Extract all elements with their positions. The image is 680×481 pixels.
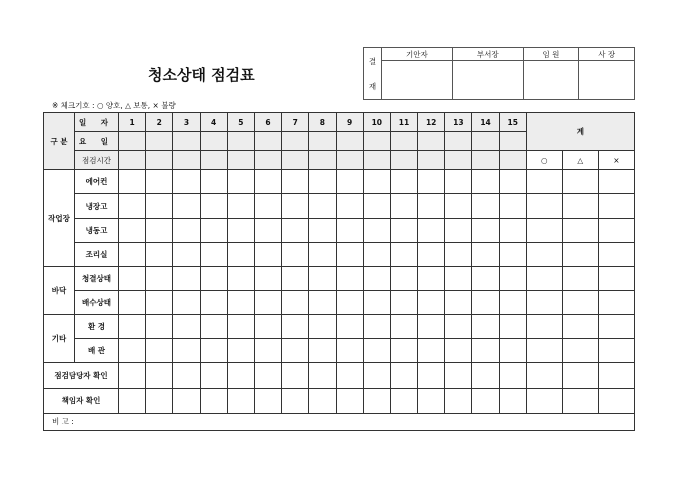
confirm-cell[interactable]: [390, 388, 417, 413]
check-cell[interactable]: [418, 315, 445, 339]
check-cell[interactable]: [418, 194, 445, 218]
check-cell[interactable]: [282, 218, 309, 242]
day-number-8: 8: [309, 113, 336, 132]
check-cell[interactable]: [173, 339, 200, 363]
confirm-total-cell[interactable]: [598, 363, 634, 388]
check-cell[interactable]: [445, 242, 472, 266]
check-cell[interactable]: [336, 170, 363, 194]
check-cell[interactable]: [418, 266, 445, 290]
check-cell[interactable]: [390, 218, 417, 242]
check-cell[interactable]: [309, 194, 336, 218]
weekday-cell[interactable]: [227, 132, 254, 151]
check-cell[interactable]: [499, 170, 526, 194]
check-cell[interactable]: [173, 315, 200, 339]
confirm-cell[interactable]: [200, 388, 227, 413]
total-cell[interactable]: [562, 170, 598, 194]
check-legend: ※ 체크기호 : ○ 양호, △ 보통, × 불량: [52, 101, 176, 110]
check-cell[interactable]: [418, 291, 445, 315]
weekday-cell[interactable]: [336, 132, 363, 151]
confirm-cell[interactable]: [390, 363, 417, 388]
check-cell[interactable]: [282, 315, 309, 339]
section-1-label: 바닥: [44, 266, 75, 314]
total-cell[interactable]: [598, 266, 634, 290]
total-cell[interactable]: [562, 266, 598, 290]
day-number-10: 10: [363, 113, 390, 132]
check-cell[interactable]: [173, 194, 200, 218]
check-time-cell[interactable]: [499, 151, 526, 170]
total-header: 계: [526, 113, 634, 151]
weekday-cell[interactable]: [472, 132, 499, 151]
approval-box: [363, 47, 635, 100]
weekday-cell[interactable]: [363, 132, 390, 151]
confirm-cell[interactable]: [418, 388, 445, 413]
check-cell[interactable]: [390, 194, 417, 218]
check-cell[interactable]: [499, 339, 526, 363]
total-cell[interactable]: [526, 170, 562, 194]
check-cell[interactable]: [119, 194, 146, 218]
confirm-cell[interactable]: [119, 388, 146, 413]
check-cell[interactable]: [445, 266, 472, 290]
check-cell[interactable]: [200, 315, 227, 339]
confirm-cell[interactable]: [336, 388, 363, 413]
check-cell[interactable]: [254, 170, 281, 194]
check-cell[interactable]: [363, 194, 390, 218]
total-cell[interactable]: [562, 242, 598, 266]
confirm-cell[interactable]: [254, 363, 281, 388]
confirm-cell[interactable]: [173, 363, 200, 388]
check-cell[interactable]: [390, 339, 417, 363]
check-cell[interactable]: [336, 194, 363, 218]
confirm-cell[interactable]: [336, 363, 363, 388]
check-cell[interactable]: [146, 266, 173, 290]
total-cell[interactable]: [598, 194, 634, 218]
check-cell[interactable]: [146, 170, 173, 194]
confirm-cell[interactable]: [282, 388, 309, 413]
check-cell[interactable]: [363, 266, 390, 290]
check-cell[interactable]: [472, 315, 499, 339]
check-cell[interactable]: [390, 315, 417, 339]
check-time-cell[interactable]: [254, 151, 281, 170]
check-cell[interactable]: [363, 218, 390, 242]
confirm-total-cell[interactable]: [562, 363, 598, 388]
item-label: 청결상태: [75, 266, 119, 290]
total-cell[interactable]: [598, 315, 634, 339]
day-number-3: 3: [173, 113, 200, 132]
confirm-cell[interactable]: [499, 363, 526, 388]
day-number-14: 14: [472, 113, 499, 132]
check-cell[interactable]: [472, 291, 499, 315]
confirm-cell[interactable]: [472, 363, 499, 388]
confirm-cell[interactable]: [227, 388, 254, 413]
check-cell[interactable]: [254, 315, 281, 339]
weekday-cell[interactable]: [200, 132, 227, 151]
confirm-total-cell[interactable]: [562, 388, 598, 413]
total-cell[interactable]: [562, 218, 598, 242]
day-number-4: 4: [200, 113, 227, 132]
confirm-cell[interactable]: [146, 388, 173, 413]
check-time-cell[interactable]: [146, 151, 173, 170]
total-mark-poor: ×: [598, 151, 634, 170]
check-cell[interactable]: [499, 242, 526, 266]
check-time-cell[interactable]: [200, 151, 227, 170]
check-cell[interactable]: [472, 194, 499, 218]
check-cell[interactable]: [200, 218, 227, 242]
check-cell[interactable]: [390, 170, 417, 194]
check-cell[interactable]: [445, 291, 472, 315]
check-cell[interactable]: [363, 339, 390, 363]
check-cell[interactable]: [418, 218, 445, 242]
check-cell[interactable]: [472, 170, 499, 194]
weekday-cell[interactable]: [309, 132, 336, 151]
check-cell[interactable]: [227, 218, 254, 242]
check-cell[interactable]: [445, 339, 472, 363]
check-cell[interactable]: [282, 339, 309, 363]
check-cell[interactable]: [499, 266, 526, 290]
weekday-cell[interactable]: [119, 132, 146, 151]
total-cell[interactable]: [562, 291, 598, 315]
total-cell[interactable]: [562, 315, 598, 339]
weekday-cell[interactable]: [445, 132, 472, 151]
check-time-cell[interactable]: [472, 151, 499, 170]
section-2-label: 기타: [44, 315, 75, 363]
check-cell[interactable]: [200, 266, 227, 290]
check-cell[interactable]: [227, 291, 254, 315]
total-cell[interactable]: [598, 242, 634, 266]
check-cell[interactable]: [336, 266, 363, 290]
date-header: 일 자: [75, 113, 119, 132]
check-cell[interactable]: [309, 170, 336, 194]
check-cell[interactable]: [472, 266, 499, 290]
check-cell[interactable]: [119, 339, 146, 363]
confirm-cell[interactable]: [254, 388, 281, 413]
total-cell[interactable]: [526, 194, 562, 218]
day-number-9: 9: [336, 113, 363, 132]
check-cell[interactable]: [146, 242, 173, 266]
check-cell[interactable]: [445, 194, 472, 218]
check-cell[interactable]: [282, 242, 309, 266]
approval-label-top: 결: [368, 56, 377, 66]
check-time-cell[interactable]: [227, 151, 254, 170]
check-cell[interactable]: [499, 218, 526, 242]
confirm-cell[interactable]: [418, 363, 445, 388]
check-cell[interactable]: [336, 291, 363, 315]
day-number-7: 7: [282, 113, 309, 132]
approval-label-cell: [364, 48, 382, 100]
approval-sign-drafter[interactable]: [382, 61, 453, 100]
check-cell[interactable]: [254, 242, 281, 266]
item-label: 조리실: [75, 242, 119, 266]
check-cell[interactable]: [146, 218, 173, 242]
check-cell[interactable]: [200, 170, 227, 194]
check-cell[interactable]: [309, 315, 336, 339]
total-cell[interactable]: [526, 339, 562, 363]
check-cell[interactable]: [390, 291, 417, 315]
check-cell[interactable]: [146, 315, 173, 339]
day-number-15: 15: [499, 113, 526, 132]
confirm-total-cell[interactable]: [526, 388, 562, 413]
check-cell[interactable]: [173, 242, 200, 266]
check-cell[interactable]: [390, 266, 417, 290]
day-number-13: 13: [445, 113, 472, 132]
weekday-cell[interactable]: [173, 132, 200, 151]
confirm-cell[interactable]: [227, 363, 254, 388]
check-cell[interactable]: [472, 218, 499, 242]
check-cell[interactable]: [119, 242, 146, 266]
check-cell[interactable]: [200, 194, 227, 218]
check-time-cell[interactable]: [309, 151, 336, 170]
check-cell[interactable]: [227, 194, 254, 218]
check-cell[interactable]: [363, 315, 390, 339]
check-cell[interactable]: [282, 170, 309, 194]
check-cell[interactable]: [309, 266, 336, 290]
section-0-label: 작업장: [44, 170, 75, 267]
check-cell[interactable]: [418, 242, 445, 266]
check-cell[interactable]: [200, 291, 227, 315]
check-cell[interactable]: [336, 242, 363, 266]
confirm-cell[interactable]: [173, 388, 200, 413]
item-label: 배수상태: [75, 291, 119, 315]
check-time-cell[interactable]: [119, 151, 146, 170]
check-time-cell[interactable]: [173, 151, 200, 170]
confirm-cell[interactable]: [499, 388, 526, 413]
total-cell[interactable]: [598, 291, 634, 315]
confirm-cell[interactable]: [445, 388, 472, 413]
check-cell[interactable]: [200, 242, 227, 266]
check-time-cell[interactable]: [363, 151, 390, 170]
check-cell[interactable]: [499, 291, 526, 315]
check-cell[interactable]: [173, 218, 200, 242]
check-cell[interactable]: [254, 339, 281, 363]
check-cell[interactable]: [418, 170, 445, 194]
check-cell[interactable]: [309, 291, 336, 315]
category-header: 구 분: [44, 113, 75, 170]
check-cell[interactable]: [445, 218, 472, 242]
check-time-header: 점검시간: [75, 151, 119, 170]
check-cell[interactable]: [336, 339, 363, 363]
check-cell[interactable]: [309, 242, 336, 266]
check-time-cell[interactable]: [390, 151, 417, 170]
total-cell[interactable]: [598, 339, 634, 363]
check-cell[interactable]: [200, 339, 227, 363]
weekday-header: 요 일: [75, 132, 119, 151]
remarks-cell[interactable]: 비 고 :: [44, 413, 635, 430]
page-title: 청소상태 점검표: [148, 66, 255, 84]
confirm-cell[interactable]: [309, 388, 336, 413]
total-mark-fair: △: [562, 151, 598, 170]
check-cell[interactable]: [173, 170, 200, 194]
confirm-cell[interactable]: [363, 363, 390, 388]
item-label: 냉동고: [75, 218, 119, 242]
check-cell[interactable]: [119, 218, 146, 242]
total-cell[interactable]: [562, 339, 598, 363]
confirm-total-cell[interactable]: [526, 363, 562, 388]
total-cell[interactable]: [526, 242, 562, 266]
total-cell[interactable]: [598, 170, 634, 194]
check-time-cell[interactable]: [282, 151, 309, 170]
check-cell[interactable]: [282, 266, 309, 290]
check-cell[interactable]: [173, 266, 200, 290]
check-cell[interactable]: [445, 315, 472, 339]
weekday-cell[interactable]: [418, 132, 445, 151]
approval-role-executive: 임 원: [523, 48, 579, 61]
inspection-table: [43, 112, 635, 431]
confirm-cell[interactable]: [282, 363, 309, 388]
weekday-cell[interactable]: [282, 132, 309, 151]
approval-role-president: 사 장: [579, 48, 635, 61]
total-cell[interactable]: [526, 291, 562, 315]
day-number-12: 12: [418, 113, 445, 132]
confirm-cell[interactable]: [200, 363, 227, 388]
day-number-1: 1: [119, 113, 146, 132]
check-time-cell[interactable]: [418, 151, 445, 170]
check-cell[interactable]: [254, 218, 281, 242]
check-cell[interactable]: [472, 242, 499, 266]
check-cell[interactable]: [363, 242, 390, 266]
item-label: 환 경: [75, 315, 119, 339]
approval-role-drafter: 기안자: [382, 48, 453, 61]
approval-sign-president[interactable]: [579, 61, 635, 100]
weekday-cell[interactable]: [254, 132, 281, 151]
check-cell[interactable]: [227, 315, 254, 339]
confirm-cell[interactable]: [445, 363, 472, 388]
check-cell[interactable]: [227, 266, 254, 290]
check-cell[interactable]: [363, 170, 390, 194]
confirm-cell[interactable]: [472, 388, 499, 413]
check-cell[interactable]: [309, 218, 336, 242]
weekday-cell[interactable]: [499, 132, 526, 151]
confirm-cell[interactable]: [146, 363, 173, 388]
total-cell[interactable]: [526, 266, 562, 290]
check-cell[interactable]: [445, 170, 472, 194]
approval-sign-dept-head[interactable]: [452, 61, 523, 100]
check-cell[interactable]: [282, 291, 309, 315]
total-cell[interactable]: [526, 218, 562, 242]
approval-role-dept-head: 부서장: [452, 48, 523, 61]
check-cell[interactable]: [363, 291, 390, 315]
item-label: 냉장고: [75, 194, 119, 218]
check-cell[interactable]: [472, 339, 499, 363]
weekday-cell[interactable]: [390, 132, 417, 151]
footer-row-0-label: 점검담당자 확인: [44, 363, 119, 388]
check-cell[interactable]: [418, 339, 445, 363]
check-cell[interactable]: [227, 339, 254, 363]
check-cell[interactable]: [499, 194, 526, 218]
day-number-2: 2: [146, 113, 173, 132]
day-number-5: 5: [227, 113, 254, 132]
confirm-cell[interactable]: [309, 363, 336, 388]
footer-row-1-label: 책임자 확인: [44, 388, 119, 413]
check-cell[interactable]: [227, 242, 254, 266]
check-cell[interactable]: [119, 170, 146, 194]
day-number-6: 6: [254, 113, 281, 132]
check-cell[interactable]: [254, 194, 281, 218]
total-cell[interactable]: [526, 315, 562, 339]
total-mark-good: ○: [526, 151, 562, 170]
day-number-11: 11: [390, 113, 417, 132]
check-cell[interactable]: [390, 242, 417, 266]
check-cell[interactable]: [119, 315, 146, 339]
check-cell[interactable]: [282, 194, 309, 218]
approval-sign-executive[interactable]: [523, 61, 579, 100]
check-cell[interactable]: [254, 291, 281, 315]
check-cell[interactable]: [146, 339, 173, 363]
check-cell[interactable]: [227, 170, 254, 194]
item-label: 배 관: [75, 339, 119, 363]
confirm-cell[interactable]: [119, 363, 146, 388]
check-cell[interactable]: [146, 291, 173, 315]
weekday-cell[interactable]: [146, 132, 173, 151]
confirm-total-cell[interactable]: [598, 388, 634, 413]
check-cell[interactable]: [254, 266, 281, 290]
item-label: 에어컨: [75, 170, 119, 194]
check-cell[interactable]: [119, 291, 146, 315]
check-cell[interactable]: [119, 266, 146, 290]
check-cell[interactable]: [336, 218, 363, 242]
check-time-cell[interactable]: [336, 151, 363, 170]
total-cell[interactable]: [562, 194, 598, 218]
check-cell[interactable]: [146, 194, 173, 218]
check-cell[interactable]: [173, 291, 200, 315]
approval-label-bottom: 재: [368, 81, 377, 91]
confirm-cell[interactable]: [363, 388, 390, 413]
check-cell[interactable]: [499, 315, 526, 339]
total-cell[interactable]: [598, 218, 634, 242]
check-time-cell[interactable]: [445, 151, 472, 170]
check-cell[interactable]: [309, 339, 336, 363]
check-cell[interactable]: [336, 315, 363, 339]
